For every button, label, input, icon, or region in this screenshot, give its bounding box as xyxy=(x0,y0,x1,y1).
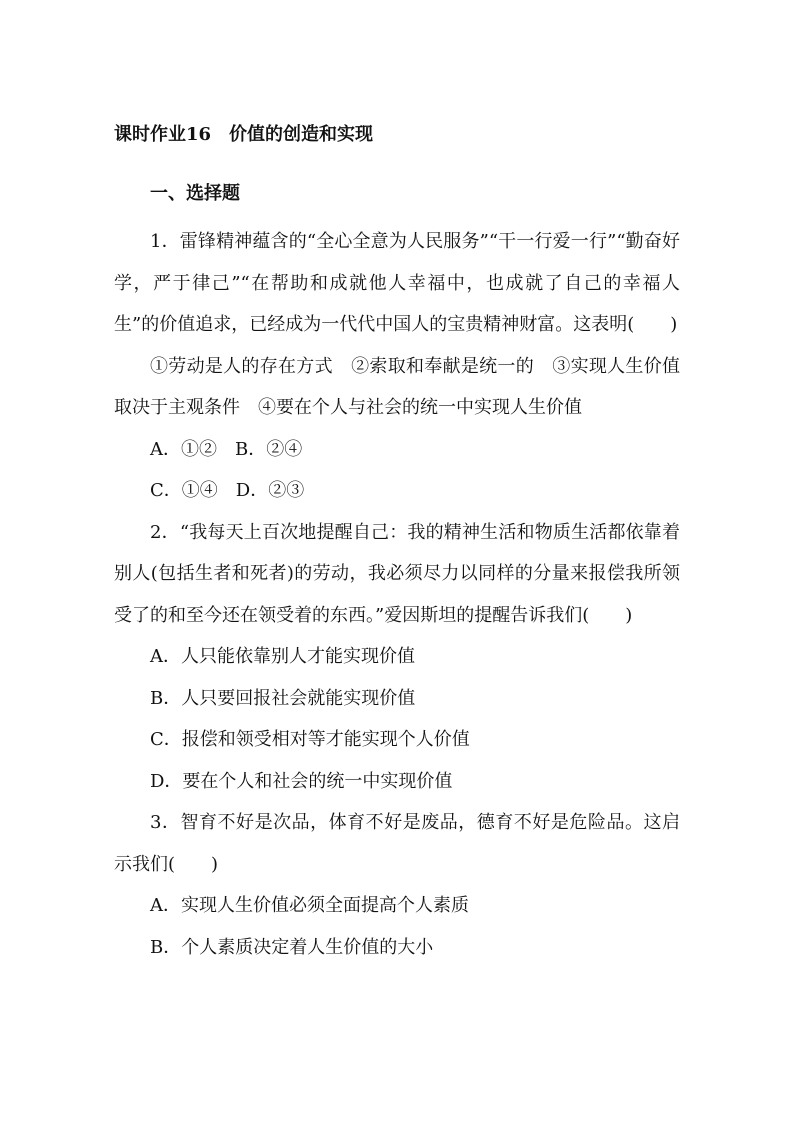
question-1-options-row-2 xyxy=(114,470,680,512)
section-heading: 一、选择题 xyxy=(150,183,240,204)
question-1-option-c: C．①④ xyxy=(150,480,218,501)
question-1-option-b: B．②④ xyxy=(235,438,303,460)
question-3-option-b: B．个人素质决定着人生价值的大小 xyxy=(150,936,434,958)
question-3-option-a: A．实现人生价值必须全面提高个人素质 xyxy=(150,895,469,916)
question-2-option-d: D．要在个人和社会的统一中实现价值 xyxy=(150,770,453,792)
question-1-option-d: D．②③ xyxy=(235,480,305,501)
question-list xyxy=(114,221,680,968)
question-1-stem: 1．雷锋精神蕴含的“全心全意为人民服务”“干一行爱一行”“勤奋好学，严于律己”“在帮助和成就他人幸福中，也成就了自己的幸福人生”的价值追求，已经成为一代代中国人的宝贵精神财富。这表明( ) xyxy=(114,231,680,335)
question-2-option-c: C．报偿和领受相对等才能实现个人价值 xyxy=(150,729,470,750)
question-2-option-b: B．人只要回报社会就能实现价值 xyxy=(150,687,416,709)
question-1-options-row-1 xyxy=(114,429,680,471)
question-2-option-a: A．人只能依靠别人才能实现价值 xyxy=(150,646,415,667)
question-2-stem: 2．“我每天上百次地提醒自己：我的精神生活和物质生活都依靠着别人(包括生者和死者)的劳动，我必须尽力以同样的分量来报偿我所领受了的和至今还在领受着的东西。”爱因斯坦的提醒告诉我们( ) xyxy=(114,521,680,626)
question-3-stem: 3．智育不好是次品，体育不好是废品，德育不好是危险品。这启示我们( ) xyxy=(114,812,680,875)
question-1-statements: ①劳动是人的存在方式 ②索取和奉献是统一的 ③实现人生价值取决于主观条件 ④要在个人与社会的统一中实现人生价值 xyxy=(114,355,680,418)
question-1-option-a: A．①② xyxy=(150,438,217,460)
page-title: 课时作业16 价值的创造和实现 xyxy=(114,124,374,145)
